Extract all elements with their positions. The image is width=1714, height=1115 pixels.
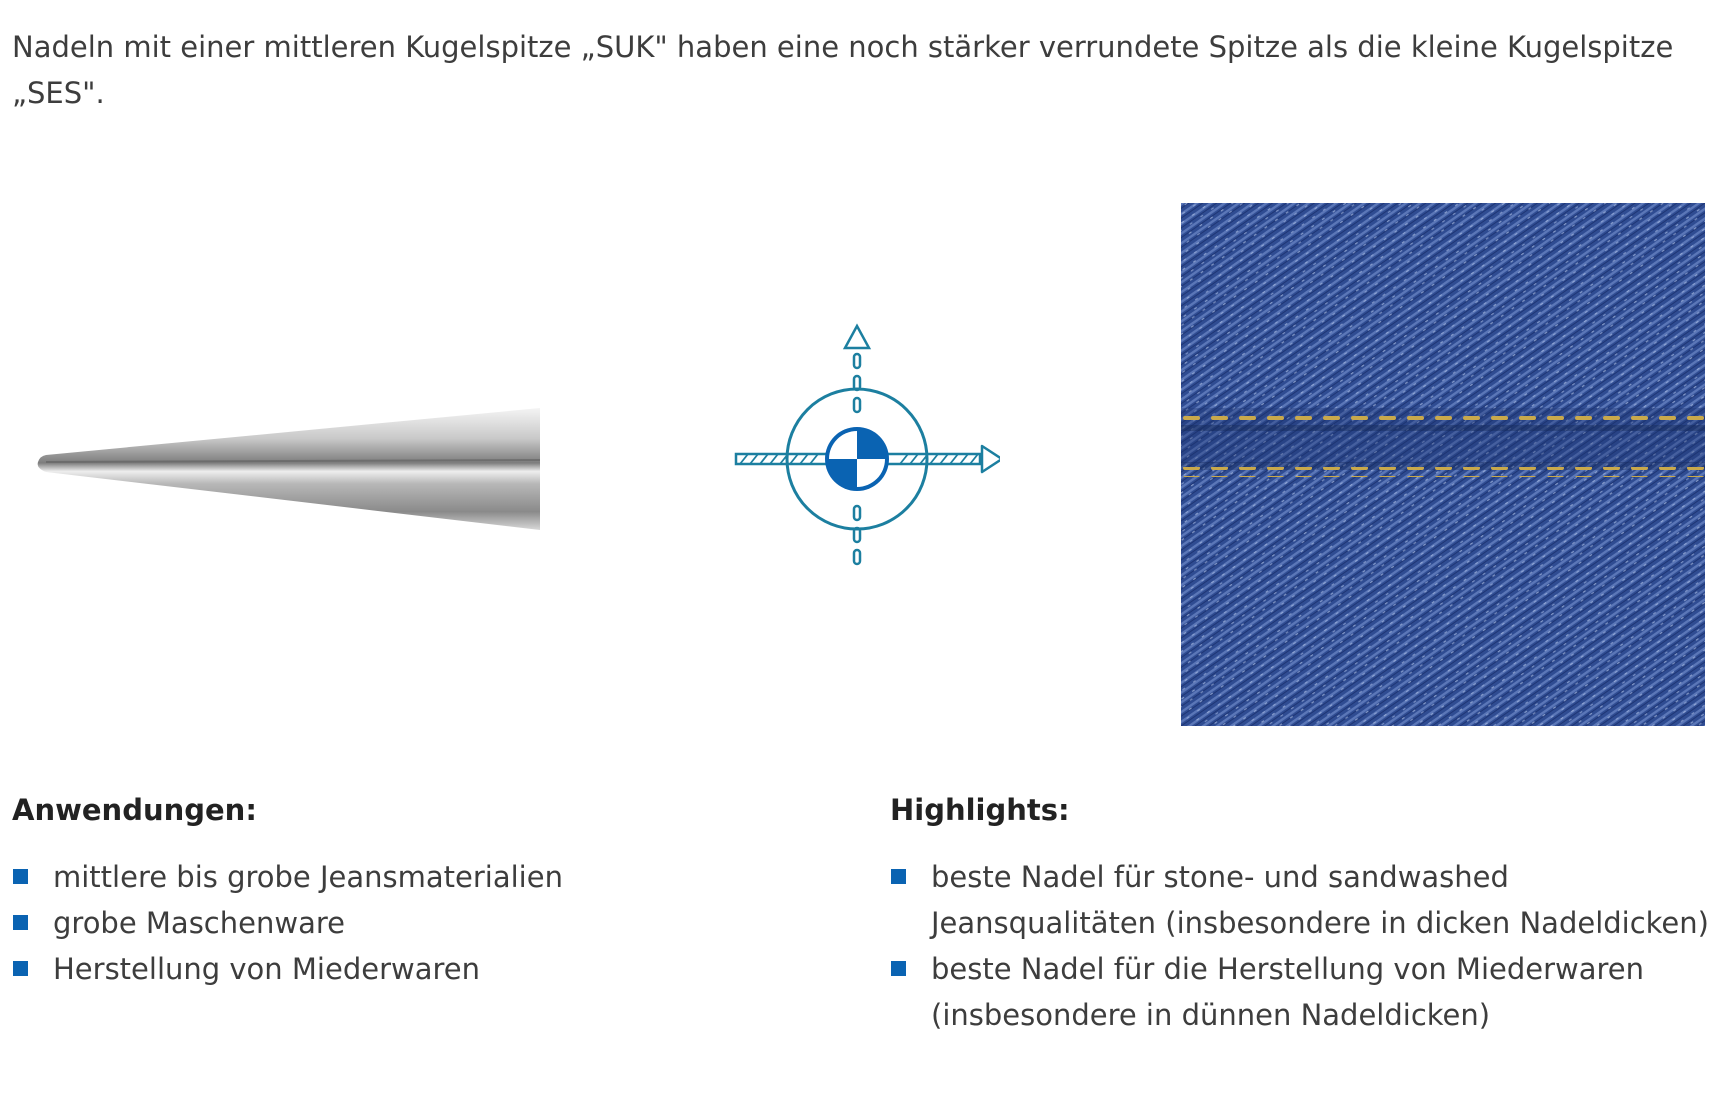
- highlights-section: [890, 788, 1710, 1038]
- list-item: [890, 946, 1710, 1038]
- list-item: [12, 900, 852, 946]
- ball-point-symbol-icon: [720, 318, 1000, 598]
- list-item-text: beste Nadel für stone- und sandwashed Jeansqualitäten (insbesondere in dicken Nadeldicken): [931, 860, 1709, 940]
- highlights-list: [890, 854, 1710, 1038]
- bullet-square-icon: [13, 915, 28, 930]
- list-item-text: mittlere bis grobe Jeansmaterialien: [53, 860, 563, 894]
- intro-text: Nadeln mit einer mittleren Kugelspitze „SUK" haben eine noch stärker verrundete Spitze als die kleine Kugelspitze „SES".: [12, 30, 1674, 110]
- applications-section: [12, 788, 852, 992]
- bullet-square-icon: [13, 869, 28, 884]
- needle-point-image: [30, 400, 540, 540]
- list-item-text: beste Nadel für die Herstellung von Miederwaren (insbesondere in dünnen Nadeldicken): [931, 952, 1645, 1032]
- list-item: [12, 946, 852, 992]
- list-item-text: Herstellung von Miederwaren: [53, 952, 480, 986]
- denim-fabric-image: [1181, 203, 1705, 726]
- list-item: [12, 854, 852, 900]
- applications-heading: Anwendungen:: [12, 793, 257, 827]
- bullet-square-icon: [891, 869, 906, 884]
- list-item-text: grobe Maschenware: [53, 906, 345, 940]
- highlights-heading: Highlights:: [890, 793, 1070, 827]
- applications-list: [12, 854, 852, 992]
- bullet-square-icon: [891, 961, 906, 976]
- bullet-square-icon: [13, 961, 28, 976]
- list-item: [890, 854, 1710, 946]
